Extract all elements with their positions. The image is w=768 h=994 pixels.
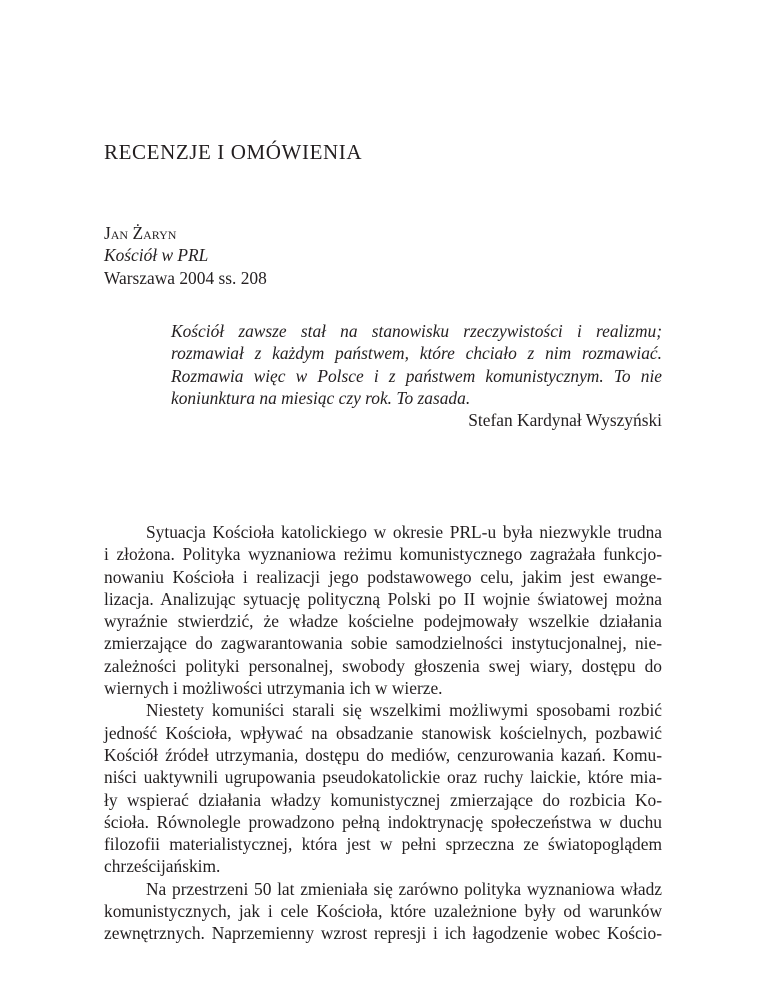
paragraph-line: zewnętrznych. Naprzemienny wzrost represji i ich łagodzenie wobec Kościo- <box>104 923 662 944</box>
paragraph-line: Sytuacja Kościoła katolickiego w okresie PRL-u była niezwykle trudna <box>146 522 662 542</box>
paragraph-line: chrześcijańskim. <box>104 856 221 877</box>
paragraph-line: niści uaktywnili ugrupowania pseudokatolickie oraz ruchy laickie, które mia- <box>104 767 662 788</box>
paragraph-line: Na przestrzeni 50 lat zmieniała się zarówno polityka wyznaniowa władz <box>146 878 662 899</box>
paragraph-line: nowaniu Kościoła i realizacji jego podstawowego celu, jakim jest ewange- <box>104 566 662 587</box>
paragraph-line: komunistycznych, jak i cele Kościoła, które uzależnione były od warunków <box>104 901 662 922</box>
paragraph-line: zmierzające do zagwarantowania sobie samodzielności instytucjonalnej, nie- <box>104 633 662 654</box>
book-title: Kościół w PRL <box>104 245 209 266</box>
paragraph-line: Kościół źródeł utrzymania, dostępu do mediów, cenzurowania kazań. Komu- <box>104 744 662 765</box>
paragraph-line: filozofii materialistycznej, która jest w pełni sprzeczna ze światopoglądem <box>104 834 662 855</box>
section-title: RECENZJE I OMÓWIENIA <box>104 140 363 164</box>
paragraph-line: Niestety komuniści starali się wszelkimi możliwymi sposobami rozbić <box>146 700 662 721</box>
paragraph-line: wyraźnie stwierdzić, że władze kościelne podejmowały wszelkie działania <box>104 611 662 632</box>
epigraph-quote: Kościół zawsze stał na stanowisku rzeczywistości i realizmu; rozmawiał z każdym państwem, które chciało z nim rozmawiać. Rozmawia więc w Polsce i z państwem komunistycznym. To nie koniunktura na miesiąc czy rok. To zasada. <box>171 321 662 408</box>
book-author: Jan Żaryn <box>104 223 177 243</box>
review-body <box>104 521 662 945</box>
book-info <box>104 222 267 289</box>
paragraph-line: lizacja. Analizując sytuację polityczną Polski po II wojnie światowej można <box>104 588 662 609</box>
paragraph-line: ścioła. Równolegle prowadzono pełną indoktrynację społeczeństwa w duchu <box>104 811 662 832</box>
paragraph-line: wiernych i możliwości utrzymania ich w wierze. <box>104 678 443 699</box>
paragraph-line: i złożona. Polityka wyznaniowa reżimu komunistycznego zagrażała funkcjo- <box>104 544 662 565</box>
paragraph-line: ły wspierać działania władzy komunistycznej zmierzające do rozbicia Ko- <box>104 789 662 810</box>
epigraph <box>171 320 662 431</box>
paragraph-line: zależności polityki personalnej, swobody głoszenia swej wiary, dostępu do <box>104 655 662 676</box>
paragraph-line: jedność Kościoła, wpływać na obsadzanie stanowisk kościelnych, pozbawić <box>104 722 662 743</box>
epigraph-source: Stefan Kardynał Wyszyński <box>468 410 662 431</box>
book-publication: Warszawa 2004 ss. 208 <box>104 267 267 288</box>
